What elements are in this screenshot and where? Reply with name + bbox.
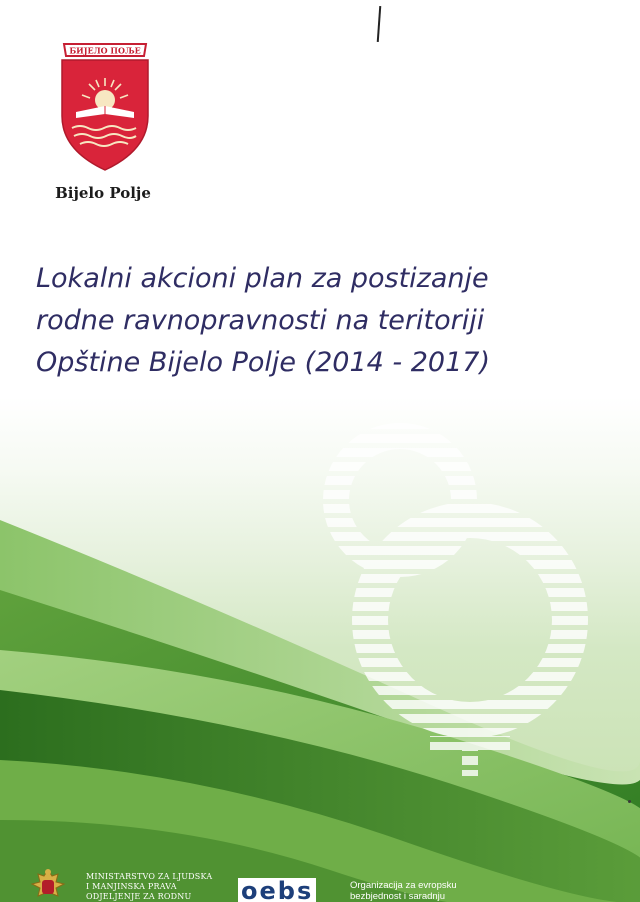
title-line: Opštine Bijelo Polje (2014 - 2017) xyxy=(36,347,490,378)
osce-line: Organizacija za evropsku xyxy=(350,880,457,891)
ministry-footer xyxy=(22,864,222,902)
title-line: Lokalni akcioni plan za postizanje xyxy=(36,263,489,294)
document-title xyxy=(36,258,626,384)
ministry-line: I MANJINSKA PRAVA xyxy=(86,882,177,891)
osce-footer xyxy=(238,878,498,902)
crest-banner-text: БИЈЕЛО ПОЉЕ xyxy=(69,45,141,56)
scan-mark xyxy=(377,6,382,42)
scan-dot xyxy=(628,800,631,803)
municipal-coat-of-arms-icon xyxy=(58,38,152,174)
title-line: rodne ravnopravnosti na teritoriji xyxy=(36,305,485,336)
municipality-name: Bijelo Polje xyxy=(55,184,151,202)
gender-symbol-icon xyxy=(280,420,600,780)
ministry-line: ODJELJENJE ZA RODNU xyxy=(86,892,192,901)
ministry-line: MINISTARSTVO ZA LJUDSKA xyxy=(86,872,213,881)
osce-line: bezbjednost i saradnju xyxy=(350,891,446,902)
osce-logo: oebs xyxy=(238,878,316,902)
montenegro-coat-of-arms-icon xyxy=(22,866,74,902)
